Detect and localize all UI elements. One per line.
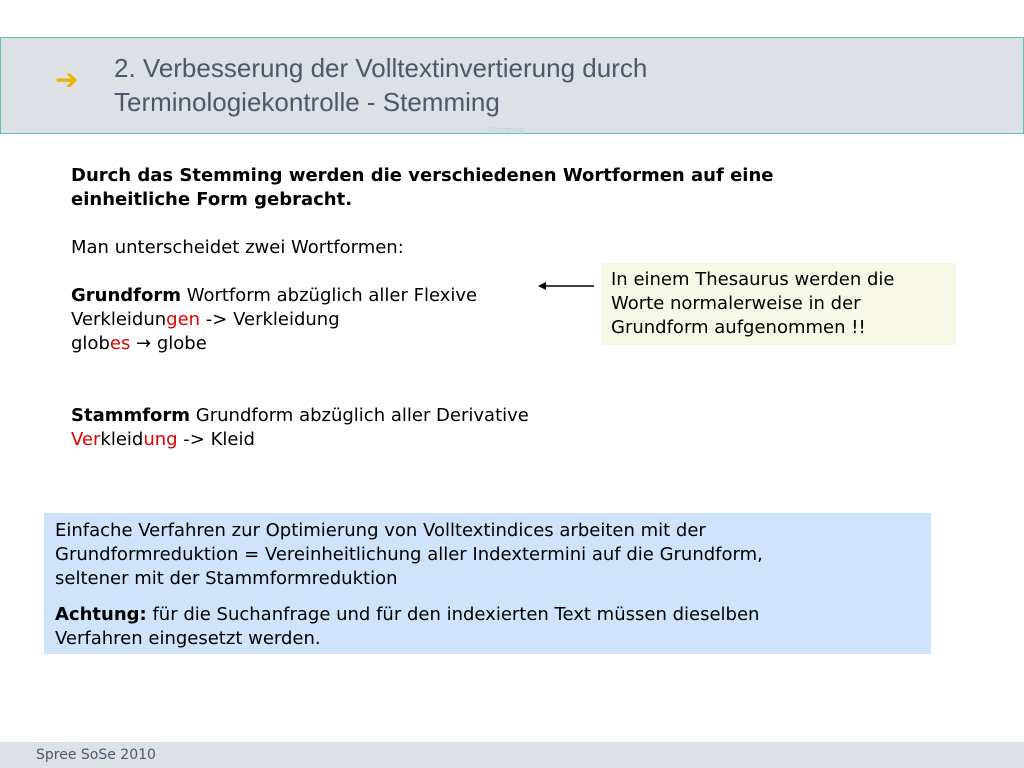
example2-rest: globe [156, 333, 207, 354]
thesaurus-note [601, 263, 956, 345]
warning-line1: für die Suchanfrage und für den indexierten Text müssen dieselben [146, 604, 760, 625]
summary-paragraph [55, 519, 920, 591]
summary-line3: seltener mit der Stammformreduktion [55, 568, 398, 589]
stammform-example [71, 428, 773, 452]
slide-title-line2: Terminologiekontrolle - Stemming [114, 87, 500, 117]
footer-bar [0, 742, 1024, 768]
stammform-term: Stammform [71, 405, 191, 426]
stammform-prefix: Ver [71, 429, 101, 450]
slide-title-line1: 2. Verbesserung der Volltextinvertierung durch [114, 53, 648, 83]
note-line3: Grundform aufgenommen !! [611, 317, 866, 338]
example1-stem: Verkleidun [71, 309, 167, 330]
summary-box [44, 513, 931, 654]
distinguish-text: Man unterscheidet zwei Wortformen: [71, 237, 404, 258]
footer-text: Spree SoSe 2010 [36, 747, 156, 763]
note-line2: Worte normalerweise in der [611, 293, 861, 314]
summary-line2: Grundformreduktion = Vereinheitlichung aller Indextermini auf die Grundform, [55, 544, 763, 565]
stammform-suffix: ung [143, 429, 178, 450]
example1-rest: -> Verkleidung [200, 309, 340, 330]
warning-paragraph [55, 603, 920, 651]
left-arrow-icon [538, 279, 594, 293]
intro-line1: Durch das Stemming werden die verschiedenen Wortformen auf eine [71, 165, 774, 186]
example2-stem: glob [71, 333, 110, 354]
slide-title [114, 51, 647, 119]
faint-watermark-label: Stemming [488, 126, 524, 134]
stammform-stem: kleid [100, 429, 144, 450]
grundform-desc: Wortform abzüglich aller Flexive [181, 285, 478, 306]
stammform-desc: Grundform abzüglich aller Derivative [190, 405, 529, 426]
summary-line1: Einfache Verfahren zur Optimierung von Volltextindices arbeiten mit der [55, 520, 706, 541]
stammform-rest: -> Kleid [177, 429, 255, 450]
example2-suffix: es [109, 333, 131, 354]
warning-line2: Verfahren eingesetzt werden. [55, 628, 321, 649]
stammform-definition [71, 404, 773, 428]
example1-suffix: gen [166, 309, 201, 330]
title-banner [0, 37, 1024, 134]
right-arrow-icon: → [130, 333, 157, 354]
intro-text [71, 164, 773, 212]
note-line1: In einem Thesaurus werden die [611, 269, 895, 290]
warning-label: Achtung: [55, 604, 147, 625]
grundform-term: Grundform [71, 285, 181, 306]
right-arrow-icon: ➔ [55, 63, 79, 96]
intro-line2: einheitliche Form gebracht. [71, 189, 353, 210]
